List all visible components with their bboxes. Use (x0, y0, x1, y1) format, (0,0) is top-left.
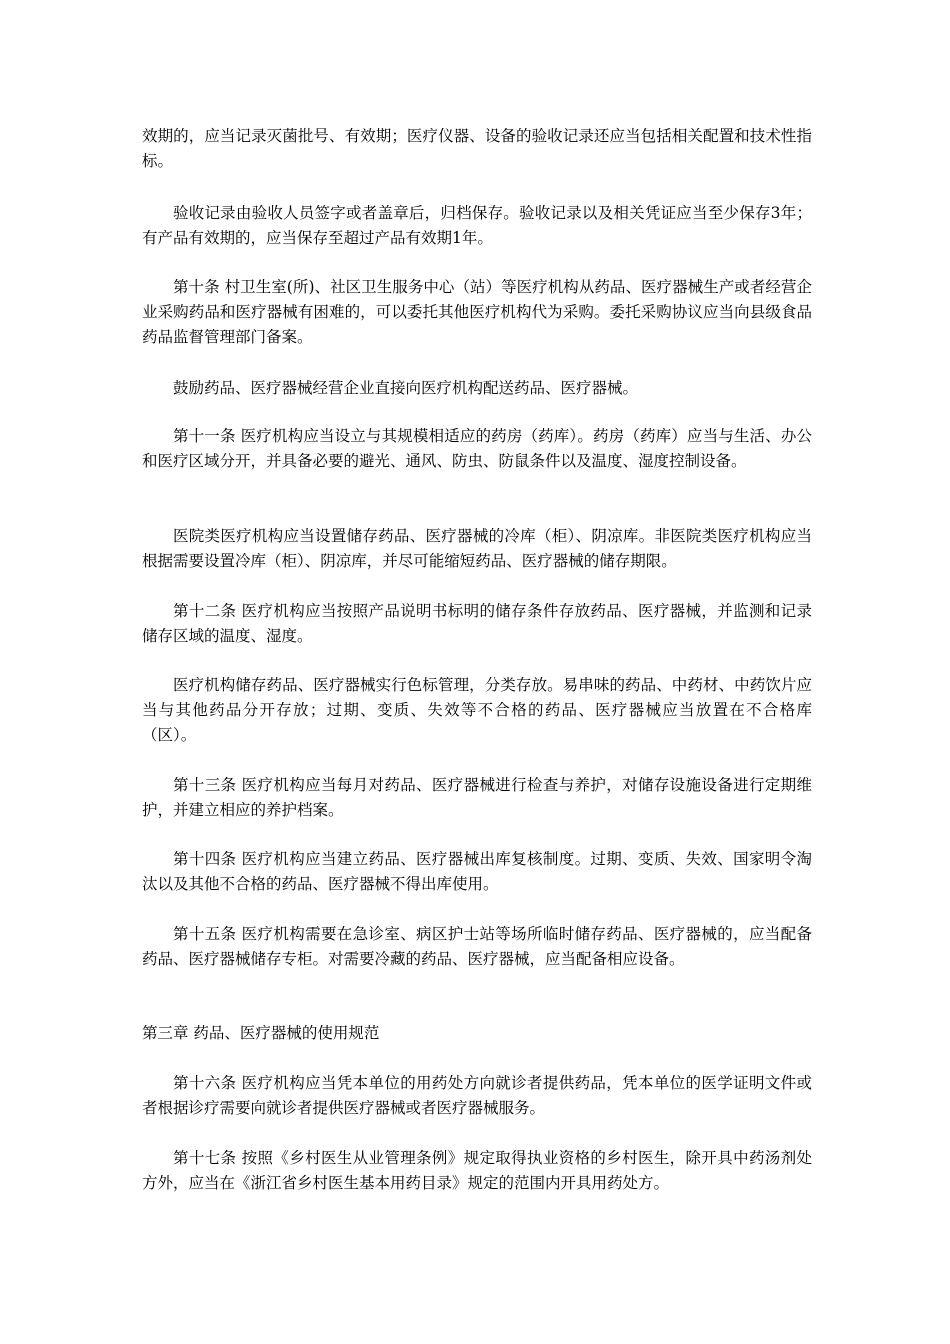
paragraph-hospital-storage: 医院类医疗机构应当设置储存药品、医疗器械的冷库（柜）、阴凉库。非医院类医疗机构应当根据需要设置冷库（柜）、阴凉库，并尽可能缩短药品、医疗器械的储存期限。 (142, 527, 812, 570)
paragraph-acceptance-records: 验收记录由验收人员签字或者盖章后，归档保存。验收记录以及相关凭证应当至少保存3年；有产品有效期的，应当保存至超过产品有效期1年。 (142, 204, 812, 247)
paragraph-article-15: 第十五条 医疗机构需要在急诊室、病区护士站等场所临时储存药品、医疗器械的，应当配备药品、医疗器械储存专柜。对需要冷藏的药品、医疗器械，应当配备相应设备。 (142, 925, 812, 968)
paragraph-article-10: 第十条 村卫生室(所)、社区卫生服务中心（站）等医疗机构从药品、医疗器械生产或者经营企业采购药品和医疗器械有困难的，可以委托其他医疗机构代为采购。委托采购协议应当向县级食品药品监督管理部门备案。 (142, 278, 812, 346)
paragraph-continuation: 效期的，应当记录灭菌批号、有效期；医疗仪器、设备的验收记录还应当包括相关配置和技术性指标。 (142, 127, 812, 170)
paragraph-color-label-storage: 医疗机构储存药品、医疗器械实行色标管理，分类存放。易串味的药品、中药材、中药饮片应当与其他药品分开存放；过期、变质、失效等不合格的药品、医疗器械应当放置在不合格库（区）。 (142, 676, 812, 744)
chapter-heading: 第三章 药品、医疗器械的使用规范 (142, 1024, 380, 1042)
paragraph-article-14: 第十四条 医疗机构应当建立药品、医疗器械出库复核制度。过期、变质、失效、国家明令淘汰以及其他不合格的药品、医疗器械不得出库使用。 (142, 850, 812, 893)
paragraph-article-17: 第十七条 按照《乡村医生从业管理条例》规定取得执业资格的乡村医生，除开具中药汤剂处方外，应当在《浙江省乡村医生基本用药目录》规定的范围内开具用药处方。 (142, 1149, 812, 1192)
paragraph-article-16: 第十六条 医疗机构应当凭本单位的用药处方向就诊者提供药品，凭本单位的医学证明文件或者根据诊疗需要向就诊者提供医疗器械或者医疗器械服务。 (142, 1074, 812, 1117)
paragraph-article-13: 第十三条 医疗机构应当每月对药品、医疗器械进行检查与养护，对储存设施设备进行定期维护，并建立相应的养护档案。 (142, 776, 812, 819)
paragraph-article-11: 第十一条 医疗机构应当设立与其规模相适应的药房（药库）。药房（药库）应当与生活、办公和医疗区域分开，并具备必要的避光、通风、防虫、防鼠条件以及温度、湿度控制设备。 (142, 427, 812, 470)
paragraph-encourage-delivery: 鼓励药品、医疗器械经营企业直接向医疗机构配送药品、医疗器械。 (173, 379, 639, 397)
paragraph-article-12: 第十二条 医疗机构应当按照产品说明书标明的储存条件存放药品、医疗器械，并监测和记录储存区域的温度、湿度。 (142, 602, 812, 645)
